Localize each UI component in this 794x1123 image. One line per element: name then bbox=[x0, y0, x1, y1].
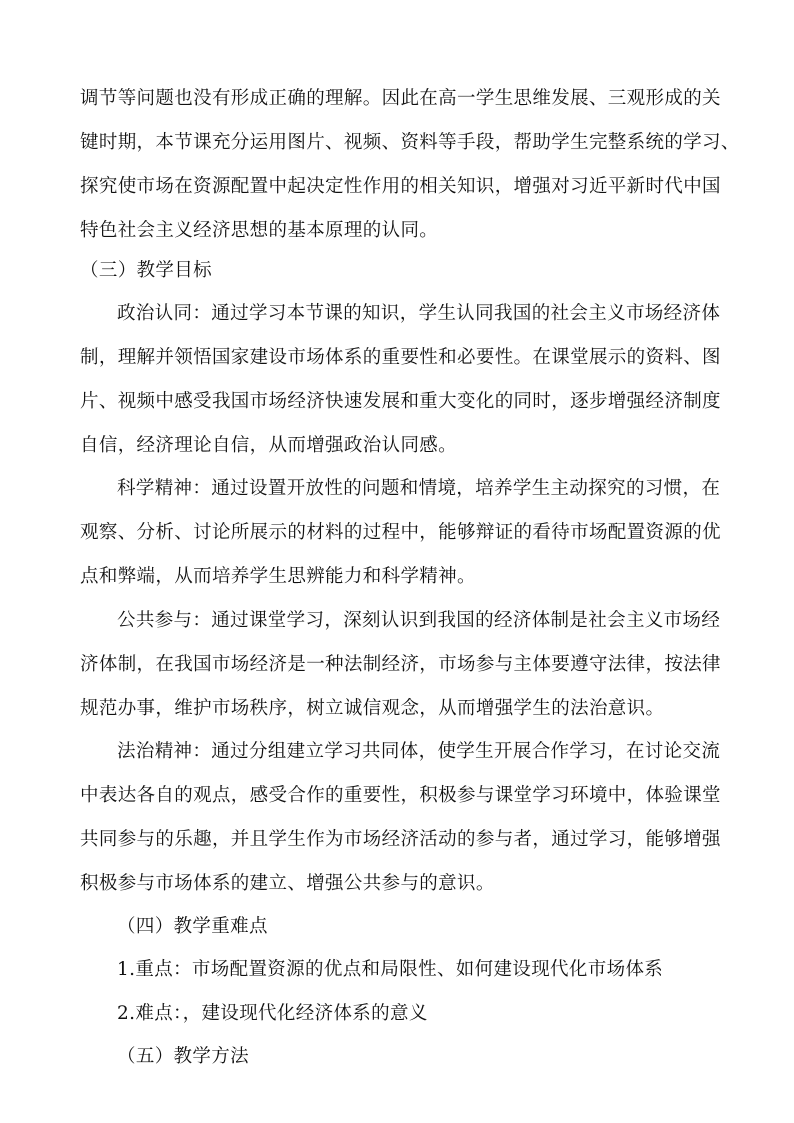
section-heading: （四）教学重难点 bbox=[117, 916, 268, 937]
section-heading: （五）教学方法 bbox=[117, 1046, 249, 1067]
paragraph-line: 济体制，在我国市场经济是一种法制经济，市场参与主体要遵守法律，按法律 bbox=[80, 654, 721, 675]
paragraph-line: 特色社会主义经济思想的基本原理的认同。 bbox=[80, 220, 439, 241]
section-heading: （三）教学目标 bbox=[80, 260, 212, 281]
paragraph-line: 探究使市场在资源配置中起决定性作用的相关知识，增强对习近平新时代中国 bbox=[80, 176, 721, 197]
paragraph-line: 制，理解并领悟国家建设市场体系的重要性和必要性。在课堂展示的资料、图 bbox=[80, 347, 721, 368]
paragraph-line: 科学精神：通过设置开放性的问题和情境，培养学生主动探究的习惯，在 bbox=[117, 478, 721, 499]
paragraph-line: 键时期，本节课充分运用图片、视频、资料等手段，帮助学生完整系统的学习、 bbox=[80, 132, 740, 153]
paragraph-line: 自信，经济理论自信，从而增强政治认同感。 bbox=[80, 435, 458, 456]
paragraph-line: 点和弊端，从而培养学生思辨能力和科学精神。 bbox=[80, 566, 476, 587]
paragraph-line: 公共参与：通过课堂学习，深刻认识到我国的经济体制是社会主义市场经 bbox=[117, 610, 721, 631]
paragraph-line: 调节等问题也没有形成正确的理解。因此在高一学生思维发展、三观形成的关 bbox=[80, 88, 721, 109]
paragraph-line: 法治精神：通过分组建立学习共同体，使学生开展合作学习，在讨论交流 bbox=[117, 741, 721, 762]
paragraph-line: 积极参与市场体系的建立、增强公共参与的意识。 bbox=[80, 873, 495, 894]
paragraph-line: 共同参与的乐趣，并且学生作为市场经济活动的参与者，通过学习，能够增强 bbox=[80, 829, 721, 850]
list-item: 1.重点：市场配置资源的优点和局限性、如何建设现代化市场体系 bbox=[117, 959, 664, 980]
paragraph-line: 观察、分析、讨论所展示的材料的过程中，能够辩证的看待市场配置资源的优 bbox=[80, 522, 721, 543]
paragraph-line: 片、视频中感受我国市场经济快速发展和重大变化的同时，逐步增强经济制度 bbox=[80, 391, 721, 412]
paragraph-line: 规范办事，维护市场秩序，树立诚信观念，从而增强学生的法治意识。 bbox=[80, 698, 665, 719]
paragraph-line: 政治认同：通过学习本节课的知识，学生认同我国的社会主义市场经济体 bbox=[117, 303, 721, 324]
list-item: 2.难点：，建设现代化经济体系的意义 bbox=[117, 1003, 428, 1024]
paragraph-line: 中表达各自的观点，感受合作的重要性，积极参与课堂学习环境中，体验课堂 bbox=[80, 785, 721, 806]
